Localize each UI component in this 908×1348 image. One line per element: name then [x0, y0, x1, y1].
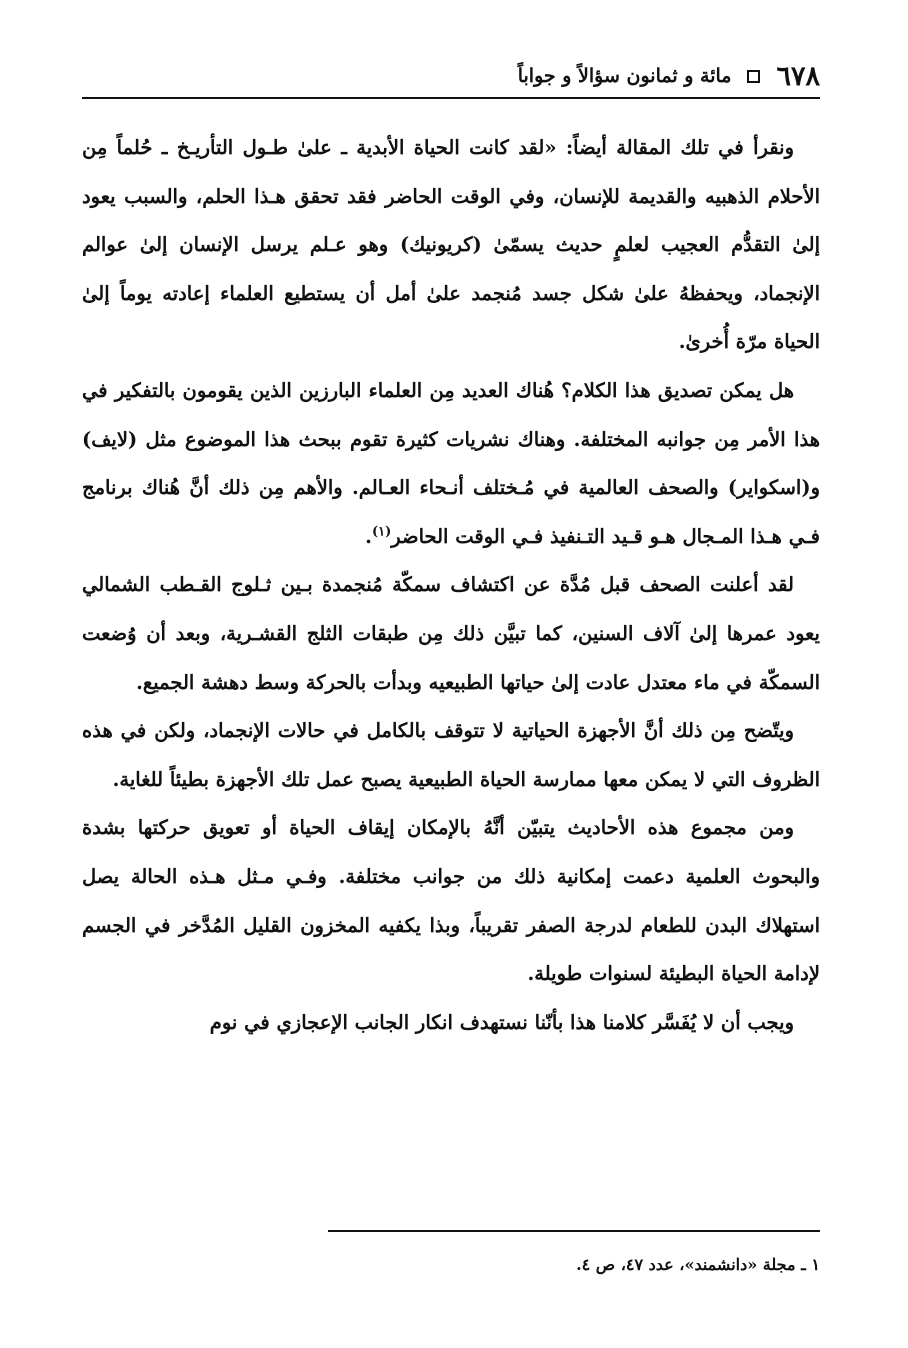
page-number: ٦٧٨: [776, 60, 820, 92]
running-head: [82, 56, 820, 96]
paragraph: ويجب أن لا يُفَسَّر كلامنا هذا بأنّنا نستهدف انكار الجانب الإعجازي في نوم: [209, 1010, 794, 1034]
book-page: [82, 0, 820, 1348]
header-divider: [82, 97, 820, 99]
sentence-end: .: [365, 524, 372, 548]
book-title: مائة و ثمانون سؤالاً و جواباً: [517, 65, 732, 87]
footnote-divider: [328, 1230, 820, 1232]
paragraph: ونقرأ في تلك المقالة أيضاً: «لقد كانت الحياة الأبدية ـ علىٰ طـول التأريـخ ـ حُلماً مِن الأحلام الذهبيه والقديمة للإنسان، وفي الوقت الحاضر فقد تحقق هـذا الحلم، والسبب يعود إلىٰ التقدُّم العجيب لعلمٍ حديث يسمّىٰ (كريونيك) وهو عـلم يرسل الإنسان إلىٰ عوالم الإنجماد، ويحفظهُ علىٰ شكل جسد مُنجمد علىٰ أمل أن يستطيع العلماء إعادته يوماً إلىٰ الحياة مرّة أُخرىٰ.: [82, 136, 820, 354]
body-text: [82, 124, 820, 1047]
paragraph: لقد أعلنت الصحف قبل مُدَّة عن اكتشاف سمكّة مُنجمدة بـين ثـلوج القـطب الشمالي يعود عمرها إلىٰ آلاف السنين، كما تبيَّن ذلك مِن طبقات الثلج القشـرية، وبعد أن وُضعت السمكّة في ماء معتدل عادت إلىٰ حياتها الطبيعيه وبدأت بالحركة وسط دهشة الجميع.: [82, 573, 820, 694]
footnote-reference: (١): [371, 524, 392, 540]
footnote: ١ ـ مجلة «دانشمند»، عدد ٤٧، ص ٤.: [576, 1255, 820, 1274]
square-ornament-icon: [747, 70, 760, 83]
paragraph-text: هل يمكن تصديق هذا الكلام؟ هُناك العديد مِن العلماء البارزين الذين يقومون بالتفكير في هذا الأمر مِن جوانبه المختلفة. وهناك نشريات كثيرة تقوم ببحث هذا الموضوع مثل (لايف) و(اسكواير) والصحف العالمية في مُـختلف أنـحاء العـالم. والأهم مِن ذلك أنَّ هُناك برنامج فـي هـذا المـجال هـو قـيد التـنفيذ فـي الوقت الحاضر: [82, 378, 820, 548]
paragraph-with-note: [82, 367, 820, 561]
paragraph: ومن مجموع هذه الأحاديث يتبيّن أنَّهُ بالإمكان إيقاف الحياة أو تعويق حركتها بشدة والبحوث العلمية دعمت إمكانية ذلك من جوانب مختلفة. وفـي مـثل هـذه الحالة يصل استهلاك البدن للطعام لدرجة الصفر تقريباً، وبذا يكفيه المخزون القليل المُدَّخر في الجسم لإدامة الحياة البطيئة لسنوات طويلة.: [82, 816, 820, 986]
paragraph: ويتّضح مِن ذلك أنَّ الأجهزة الحياتية لا تتوقف بالكامل في حالات الإنجماد، ولكن في هذه الظروف التي لا يمكن معها ممارسة الحياة الطبيعية يصبح عمل تلك الأجهزة بطيئاً للغاية.: [82, 719, 820, 791]
